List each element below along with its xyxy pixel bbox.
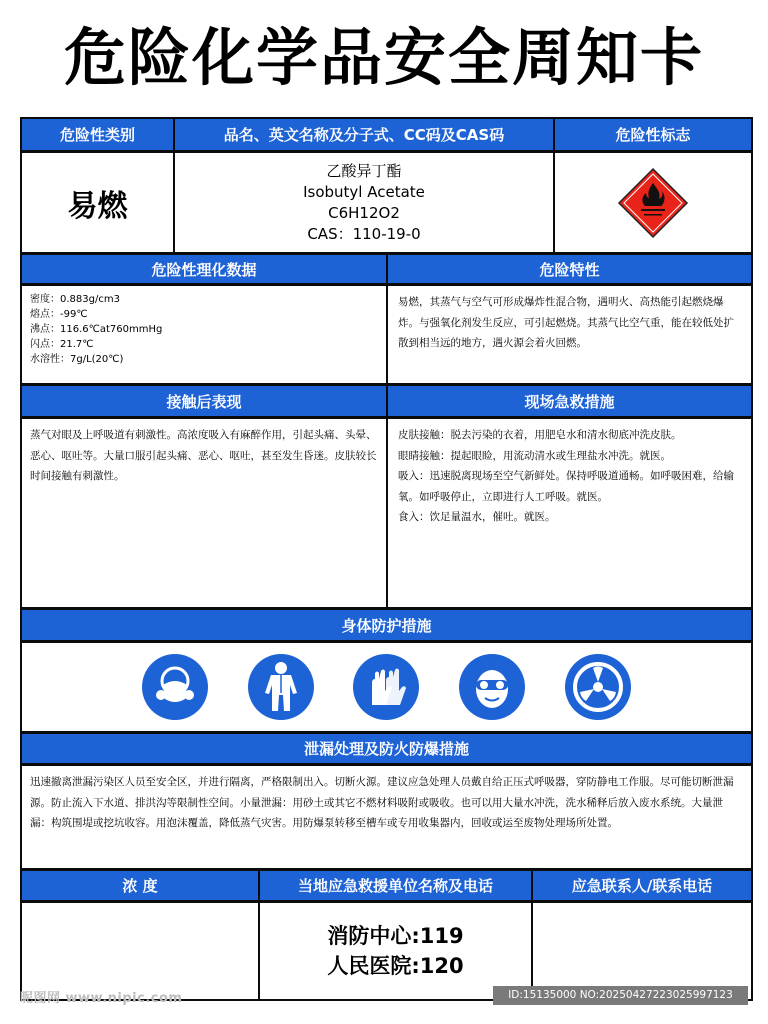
- hazard-characteristics-header: 危险特性: [386, 253, 753, 286]
- melting-point-row: 熔点：-99℃: [30, 309, 88, 320]
- body-protection-icons: [20, 643, 753, 733]
- product-cas: CAS：110-19-0: [307, 224, 421, 243]
- first-aid-cell: [386, 419, 753, 609]
- product-name-cn: 乙酸异丁酯: [326, 161, 402, 180]
- watermark-left: 昵图网 www.nipic.com: [20, 991, 183, 1006]
- body-protection-header: 身体防护措施: [20, 608, 753, 643]
- hazard-symbol-cell: [553, 153, 753, 254]
- spill-fire-measures-text: 迅速撤离泄漏污染区人员至安全区，并进行隔离，严格限制出入。切断火源。建议应急处理人员戴自给正压式呼吸器，穿防静电工作服。尽可能切断泄漏源。防止流入下水道、排洪沟等限制性空间。小量泄漏：用砂土或其它不燃材料吸附或吸收。也可以用大量水冲洗，洗水稀释后放入废水系统。大量泄漏：构筑围堤或挖坑收容。用泡沫覆盖，降低蒸气灾害。用防爆泵转移至槽车或专用收集器内，回收或运至废物处理场所处置。: [20, 766, 753, 870]
- flammable-liquid-diamond-icon: [617, 167, 689, 239]
- first-aid-header: 现场急救措施: [386, 384, 753, 419]
- ventilation-fan-icon: [565, 654, 631, 720]
- boiling-point-row: 沸点：116.6℃at760mmHg: [30, 324, 163, 335]
- protective-suit-icon: [248, 654, 314, 720]
- hazard-class-value: 易燃: [20, 153, 175, 254]
- card-title: 危险化学品安全周知卡: [63, 21, 704, 94]
- respirator-mask-icon: [142, 654, 208, 720]
- product-name-en: Isobutyl Acetate: [303, 182, 425, 201]
- watermark-id-bar: ID:15135000 NO:20250427223025997123: [493, 986, 748, 1005]
- protective-gloves-icon: [353, 654, 419, 720]
- density-row: 密度：0.883g/cm3: [30, 294, 120, 305]
- first-aid-eyes: 眼睛接触：提起眼睑，用流动清水或生理盐水冲洗。就医。: [398, 449, 671, 462]
- rescue-unit-cell: [258, 903, 533, 1001]
- first-aid-ingestion: 食入：饮足量温水，催吐。就医。: [398, 511, 556, 523]
- flash-point-row: 闪点：21.7℃: [30, 339, 94, 350]
- fire-center-phone: 消防中心:119: [327, 924, 464, 948]
- water-solubility-row: 水溶性：7g/L(20℃): [30, 354, 124, 365]
- safety-goggles-icon: [459, 654, 525, 720]
- hospital-phone: 人民医院:120: [327, 954, 464, 978]
- hazard-symbol-header: 危险性标志: [553, 117, 753, 153]
- emergency-contact-header: 应急联系人/联系电话: [531, 869, 753, 903]
- first-aid-inhalation: 吸入：迅速脱离现场至空气新鲜处。保持呼吸道通畅。如呼吸困难，给输氧。如呼吸停止，立即进行人工呼吸。就医。: [398, 470, 734, 503]
- exposure-effects-text: 蒸气对眼及上呼吸道有刺激性。高浓度吸入有麻醉作用，引起头痛、头晕、恶心、呕吐等。大量口服引起头痛、恶心、呕吐，甚至发生昏迷。皮肤较长时间接触有刺激性。: [20, 419, 388, 609]
- product-formula: C6H12O2: [328, 203, 400, 222]
- concentration-header: 浓 度: [20, 869, 260, 903]
- rescue-unit-header: 当地应急救援单位名称及电话: [258, 869, 533, 903]
- physical-data-header: 危险性理化数据: [20, 253, 388, 286]
- product-info-cell: [173, 153, 555, 254]
- first-aid-skin: 皮肤接触：脱去污染的衣着，用肥皂水和清水彻底冲洗皮肤。: [398, 429, 682, 441]
- exposure-effects-header: 接触后表现: [20, 384, 388, 419]
- hazard-characteristics-text: 易燃，其蒸气与空气可形成爆炸性混合物，遇明火、高热能引起燃烧爆炸。与强氧化剂发生反应，可引起燃烧。其蒸气比空气重，能在较低处扩散到相当远的地方，遇火源会着火回燃。: [386, 286, 753, 385]
- physical-data-cell: [20, 286, 388, 385]
- product-info-header: 品名、英文名称及分子式、CC码及CAS码: [173, 117, 555, 153]
- hazard-class-header: 危险性类别: [20, 117, 175, 153]
- spill-fire-measures-header: 泄漏处理及防火防爆措施: [20, 732, 753, 766]
